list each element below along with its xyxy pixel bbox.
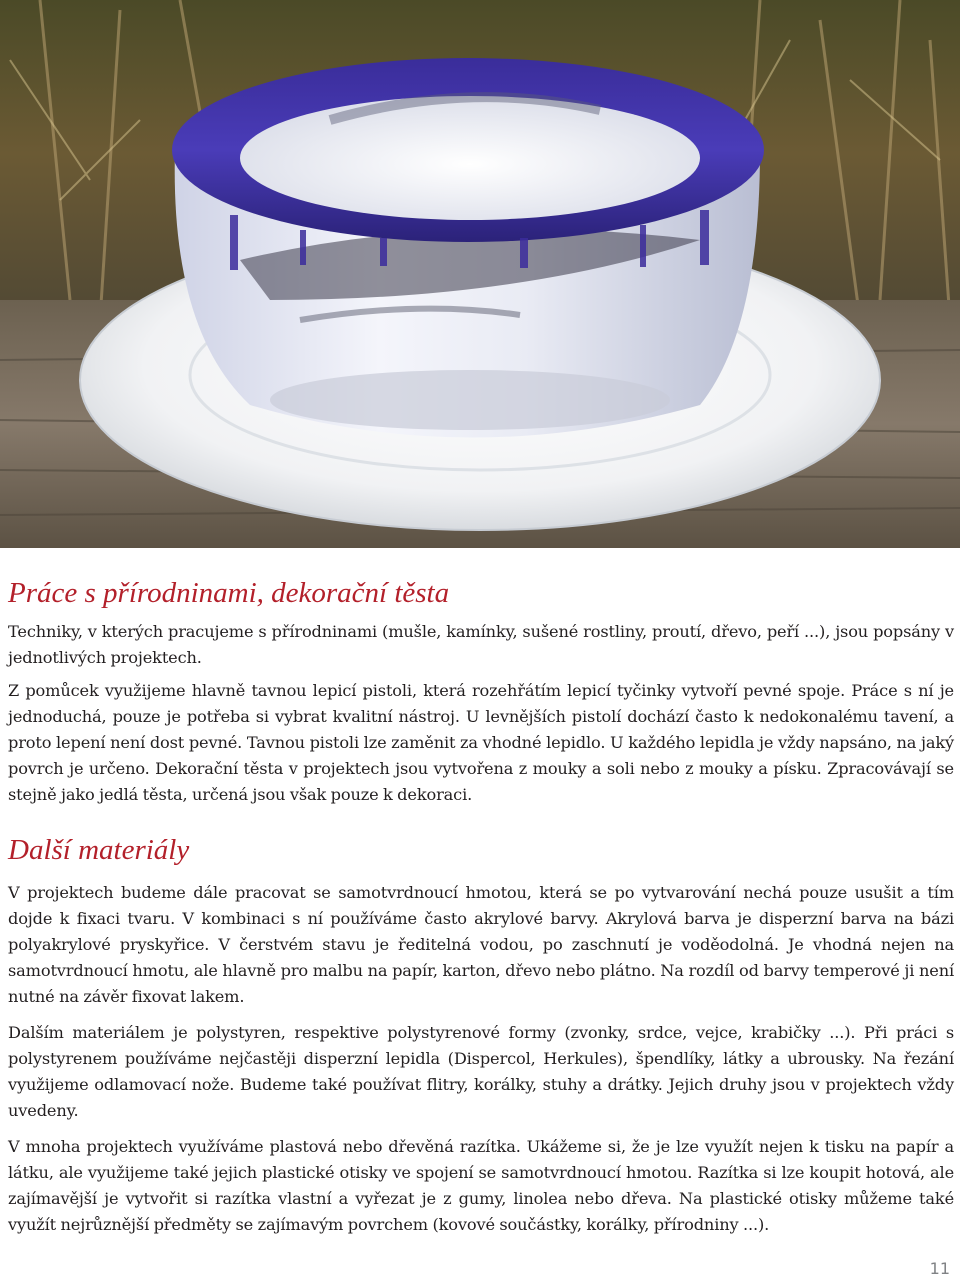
section-heading-nature: Práce s přírodninami, dekorační těsta bbox=[8, 577, 450, 609]
paragraph: Z pomůcek využijeme hlavně tavnou lepicí pistoli, která rozehřátím lepicí tyčinky vytvoří pevné spoje. Práce s ní je jednoduchá, pouze je potřeba si vybrat kvalitní nástroj. U levnějších pistolí dochází často k nedokonalému tavení, a proto lepení není dost pevné. Tavnou pistoli lze zaměnit za vhodné lepidlo. U každého lepidla je vždy napsáno, na jaký povrch je určeno. Dekorační těsta v projektech jsou vytvořena z mouky a soli nebo z mouky a písku. Zpracovávají se stejně jako jedlá těsta, určená jsou však pouze k dekoraci. bbox=[8, 681, 954, 804]
paragraph: V projektech budeme dále pracovat se samotvrdnoucí hmotou, která se po vytvarování nechá pouze usušit a tím dojde k fixaci tvaru. V kombinaci s ní používáme často akrylové barvy. Akrylová barva je disperzní barva na bázi polyakrylové pryskyřice. V čerstvém stavu je ředitelná vodou, po zaschnutí je voděodolná. Je vhodná nejen na samotvrdnoucí hmotu, ale hlavně pro malbu na papír, karton, dřevo nebo plátno. Na rozdíl od barvy temperové ji není nutné na závěr fixovat lakem. bbox=[8, 883, 954, 1006]
paragraph: V mnoha projektech využíváme plastová nebo dřevěná razítka. Ukážeme si, že je lze využít nejen k tisku na papír a látku, ale využijeme také jejich plastické otisky ve spojení se samotvrdnoucí hmotou. Razítka si lze koupit hotová, ale zajímavější je vytvořit si razítka vlastní a vyřezat je z gumy, linolea nebo dřeva. Na plastické otisky můžeme také využít nejrůznější předměty se zajímavým povrchem (kovové součástky, korálky, přírodniny ...). bbox=[8, 1137, 954, 1234]
paragraph: Techniky, v kterých pracujeme s přírodninami (mušle, kamínky, sušené rostliny, proutí, dřevo, peří ...), jsou popsány v jednotlivých projektech. bbox=[8, 622, 954, 667]
article-content bbox=[8, 575, 954, 1238]
paragraph: Dalším materiálem je polystyren, respektive polystyrenové formy (zvonky, srdce, vejce, krabičky ...). Při práci s polystyrenem používáme nejčastěji disperzní lepidla (Dispercol, Herkules), špendlíky, látky a ubrousky. Na řezání využijeme odlamovací nože. Budeme také používat flitry, korálky, stuhy a drátky. Jejich druhy jsou v projektech vždy uvedeny. bbox=[8, 1023, 954, 1120]
section-heading-materials: Další materiály bbox=[8, 834, 190, 866]
page-number: 11 bbox=[929, 1259, 950, 1278]
bowl-photo bbox=[0, 0, 960, 548]
